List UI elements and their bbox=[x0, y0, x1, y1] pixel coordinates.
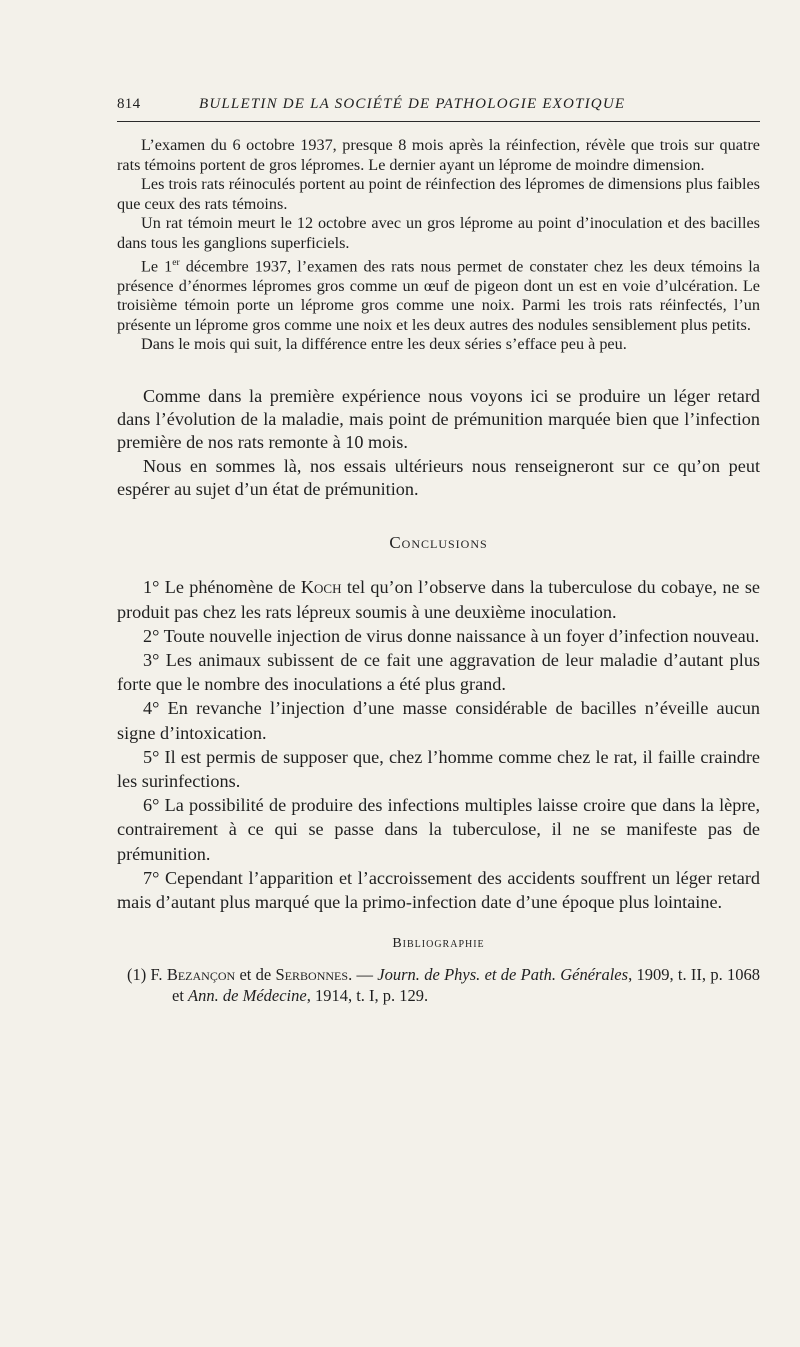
reference-text: , 1909, t. II, p. 1068 et bbox=[172, 965, 760, 1006]
reference-text: et de bbox=[235, 965, 276, 985]
paragraph: L’examen du 6 octobre 1937, presque 8 mois après la réinfection, révèle que trois sur quatre rats témoins portent de gros lépromes. Le dernier ayant un léprome de moindre dimension. bbox=[117, 136, 760, 174]
bibliography-list bbox=[117, 964, 760, 1006]
running-header bbox=[117, 96, 760, 122]
reference-number: (1) bbox=[127, 965, 151, 985]
conclusion-item: 2° Toute nouvelle injection de virus donne naissance à un foyer d’infection nouveau. bbox=[143, 625, 760, 646]
author-name: F. Bezançon bbox=[150, 965, 236, 985]
date-suffix: décembre 1937, l’examen bbox=[179, 257, 364, 276]
journal-title: Journ. de Phys. et de Path. Générales bbox=[377, 965, 629, 985]
conclusion-item: 6° La possibilité de produire des infections multiples laisse croire que dans la lèpre, contrairement à ce qui se passe dans la tuberculose, il ne se manifeste pas de prémunition. bbox=[117, 795, 760, 864]
reference-entry bbox=[117, 964, 760, 1006]
journal-title: Ann. de Médecine bbox=[188, 986, 307, 1006]
paragraph: Comme dans la première expérience nous voyons ici se produire un léger retard dans l’évolution de la maladie, mais point de prémunition marquée bien que l’infection première de nos rats remonte à 10 mois. bbox=[117, 385, 760, 453]
running-title: BULLETIN DE LA SOCIÉTÉ DE PATHOLOGIE EXOTIQUE bbox=[199, 96, 626, 112]
paragraph-body: des rats nous permet de constater chez les deux témoins la présence d’énormes lépromes gros comme un œuf de pigeon dont un est en voie d’ulcération. Le troisième témoin porte un léprome gros comme une noix. Parmi les trois rats réinfectés, l’un présente un léprome gros comme une noix et les deux autres des nodules sensiblement plus petits. bbox=[117, 257, 760, 334]
reference-text: , 1914, t. I, p. 129. bbox=[306, 986, 429, 1006]
small-text-block bbox=[117, 136, 760, 355]
paragraph: Nous en sommes là, nos essais ultérieurs nous renseigneront sur ce qu’on peut espérer au sujet d’un état de prémunition. bbox=[117, 455, 760, 500]
paragraph: Les trois rats réinoculés portent au point de réinfection des lépromes de dimensions plus faibles que ceux des rats témoins. bbox=[117, 175, 760, 213]
bibliography-heading: Bibliographie bbox=[392, 936, 485, 952]
reference-text: . — bbox=[348, 965, 378, 985]
item-number: 1° bbox=[143, 577, 160, 598]
item-text: Le phénomène de bbox=[159, 577, 301, 598]
date-prefix: Le 1 bbox=[141, 257, 173, 276]
author-name: Koch bbox=[300, 577, 342, 598]
paragraph: Dans le mois qui suit, la différence entre les deux séries s’efface peu à peu. bbox=[141, 335, 627, 354]
conclusion-item bbox=[117, 575, 760, 623]
page-number: 814 bbox=[117, 96, 141, 112]
author-name: Serbonnes bbox=[275, 965, 349, 985]
conclusion-item: 7° Cependant l’apparition et l’accroissement des accidents souffrent un léger retard mais d’autant plus marqué que la primo-infection date d’une époque plus lointaine. bbox=[117, 867, 760, 913]
conclusion-item: 3° Les animaux subissent de ce fait une aggravation de leur maladie d’autant plus forte que le nombre des inoculations a été plus grand. bbox=[117, 649, 760, 695]
page bbox=[117, 96, 760, 1006]
discussion-block bbox=[117, 385, 760, 501]
item-text: tel qu’on l’observe dans la tuberculose du cobaye, ne se produit pas chez les rats lépreux soumis à une deuxième inoculation. bbox=[117, 577, 760, 622]
ordinal-superscript: er bbox=[172, 257, 180, 268]
paragraph: Un rat témoin meurt le 12 octobre avec un gros léprome au point d’inoculation et des bacilles dans tous les ganglions superficiels. bbox=[117, 214, 760, 252]
conclusions-heading: Conclusions bbox=[389, 533, 488, 553]
paragraph bbox=[117, 253, 760, 335]
conclusions-list bbox=[117, 575, 760, 914]
conclusion-item: 4° En revanche l’injection d’une masse considérable de bacilles n’éveille aucun signe d’intoxication. bbox=[117, 698, 760, 743]
conclusion-item: 5° Il est permis de supposer que, chez l’homme comme chez le rat, il faille craindre les surinfections. bbox=[117, 746, 760, 791]
